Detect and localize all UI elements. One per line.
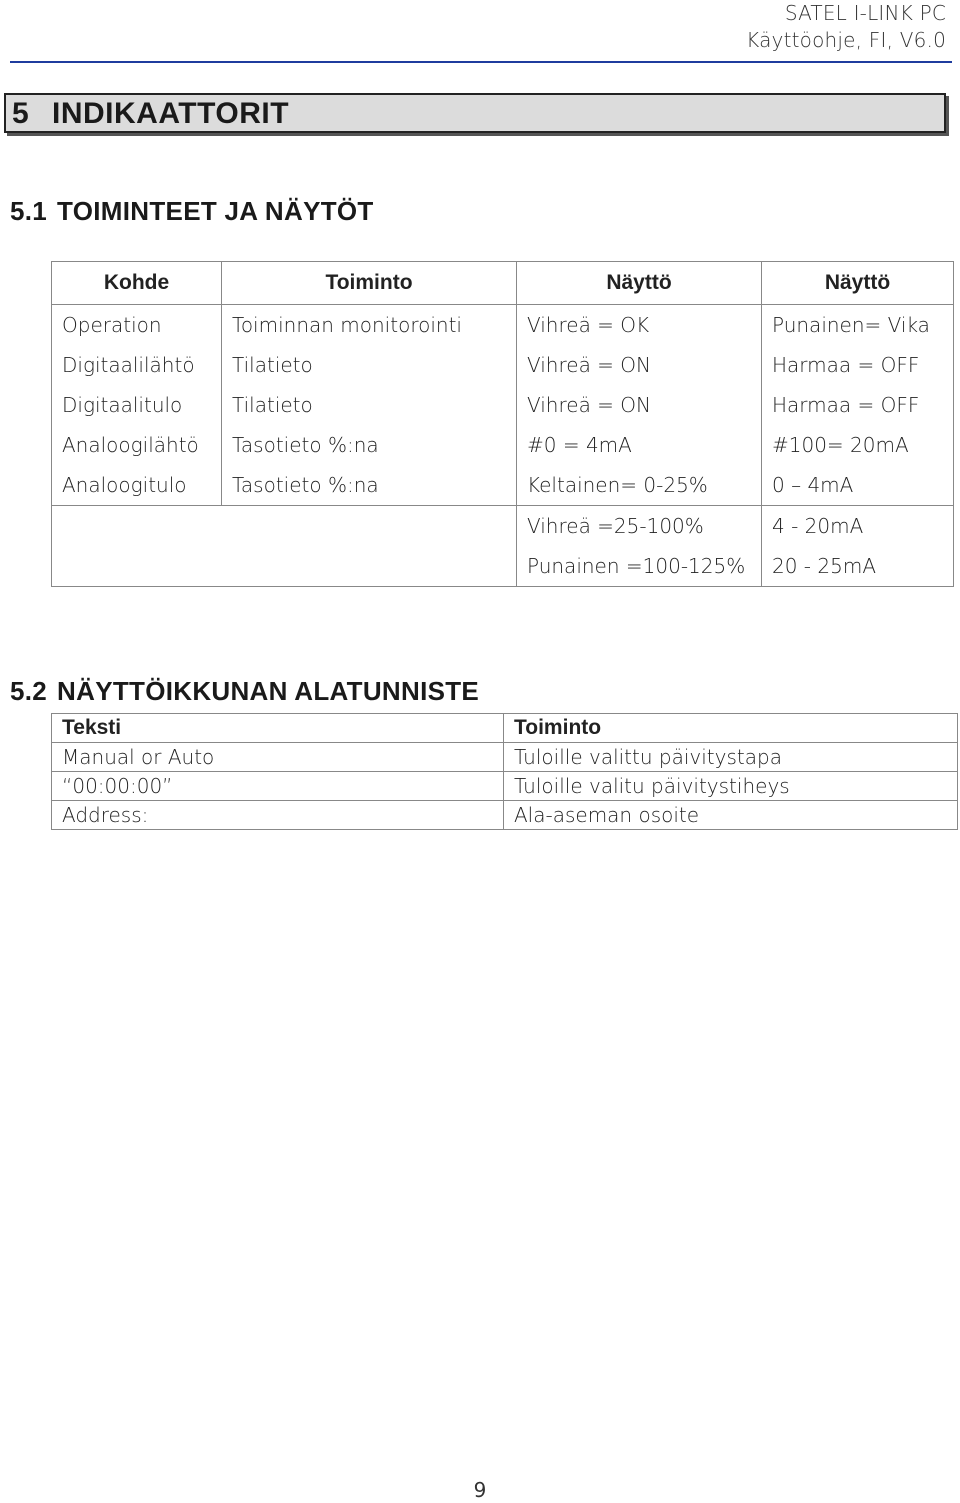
table-row bbox=[52, 506, 954, 547]
chapter-number: 5 bbox=[12, 97, 30, 130]
table-cell: Vihreä =25-100% bbox=[517, 506, 762, 547]
table-row bbox=[52, 345, 954, 385]
table-cell: Analoogilähtö bbox=[52, 425, 222, 465]
table-cell: Tasotieto %:na bbox=[222, 465, 517, 506]
table-cell: Vihreä = ON bbox=[517, 385, 762, 425]
chapter-title: INDIKAATTORIT bbox=[52, 97, 290, 130]
table-cell: Digitaalilähtö bbox=[52, 345, 222, 385]
table-cell: Address: bbox=[52, 801, 504, 830]
column-header: Näyttö bbox=[762, 262, 954, 305]
table-cell: Analoogitulo bbox=[52, 465, 222, 506]
table-cell: Tilatieto bbox=[222, 385, 517, 425]
footer-text-table bbox=[51, 713, 958, 830]
table-row bbox=[52, 385, 954, 425]
table-row bbox=[52, 772, 958, 801]
column-header: Toiminto bbox=[222, 262, 517, 305]
table-cell: “00:00:00” bbox=[52, 772, 504, 801]
table-cell: Punainen= Vika bbox=[762, 305, 954, 346]
table-cell: Digitaalitulo bbox=[52, 385, 222, 425]
column-header: Kohde bbox=[52, 262, 222, 305]
table-cell: #0 = 4mA bbox=[517, 425, 762, 465]
table-row bbox=[52, 305, 954, 346]
table-cell: Vihreä = ON bbox=[517, 345, 762, 385]
column-header: Näyttö bbox=[517, 262, 762, 305]
table-cell: Tasotieto %:na bbox=[222, 425, 517, 465]
section-title: NÄYTTÖIKKUNAN ALATUNNISTE bbox=[57, 676, 480, 706]
section-title: TOIMINTEET JA NÄYTÖT bbox=[57, 196, 374, 226]
table-header-row bbox=[52, 262, 954, 305]
table-cell: Punainen =100-125% bbox=[517, 546, 762, 587]
table-cell: Keltainen= 0-25% bbox=[517, 465, 762, 506]
table-cell: 0 – 4mA bbox=[762, 465, 954, 506]
page-number: 9 bbox=[473, 1478, 487, 1502]
table-row bbox=[52, 465, 954, 506]
table-cell: 20 - 25mA bbox=[762, 546, 954, 587]
section-number: 5.2 bbox=[10, 676, 48, 706]
table-cell: Tilatieto bbox=[222, 345, 517, 385]
column-header: Teksti bbox=[52, 714, 504, 743]
table-row bbox=[52, 425, 954, 465]
header-subtitle: Käyttöohje, FI, V6.0 bbox=[746, 28, 946, 52]
chapter-heading bbox=[4, 93, 946, 133]
table-cell: Manual or Auto bbox=[52, 743, 504, 772]
indicators-table bbox=[51, 261, 954, 587]
table-header-row bbox=[52, 714, 958, 743]
table-cell: Vihreä = OK bbox=[517, 305, 762, 346]
table-cell: 4 - 20mA bbox=[762, 506, 954, 547]
table-row bbox=[52, 743, 958, 772]
table-cell: Tuloille valittu päivitystapa bbox=[504, 743, 958, 772]
section-heading-2 bbox=[10, 676, 479, 707]
table-cell: Operation bbox=[52, 305, 222, 346]
table-cell: Harmaa = OFF bbox=[762, 385, 954, 425]
table-cell: Tuloille valitu päivitystiheys bbox=[504, 772, 958, 801]
empty-cell bbox=[52, 506, 517, 587]
header-title: SATEL I-LINK PC bbox=[784, 1, 946, 25]
table-cell: Ala-aseman osoite bbox=[504, 801, 958, 830]
section-heading-1 bbox=[10, 196, 374, 227]
table-cell: Toiminnan monitorointi bbox=[222, 305, 517, 346]
table-cell: #100= 20mA bbox=[762, 425, 954, 465]
table-row bbox=[52, 801, 958, 830]
column-header: Toiminto bbox=[504, 714, 958, 743]
header-divider bbox=[10, 61, 952, 63]
table-cell: Harmaa = OFF bbox=[762, 345, 954, 385]
section-number: 5.1 bbox=[10, 196, 48, 226]
